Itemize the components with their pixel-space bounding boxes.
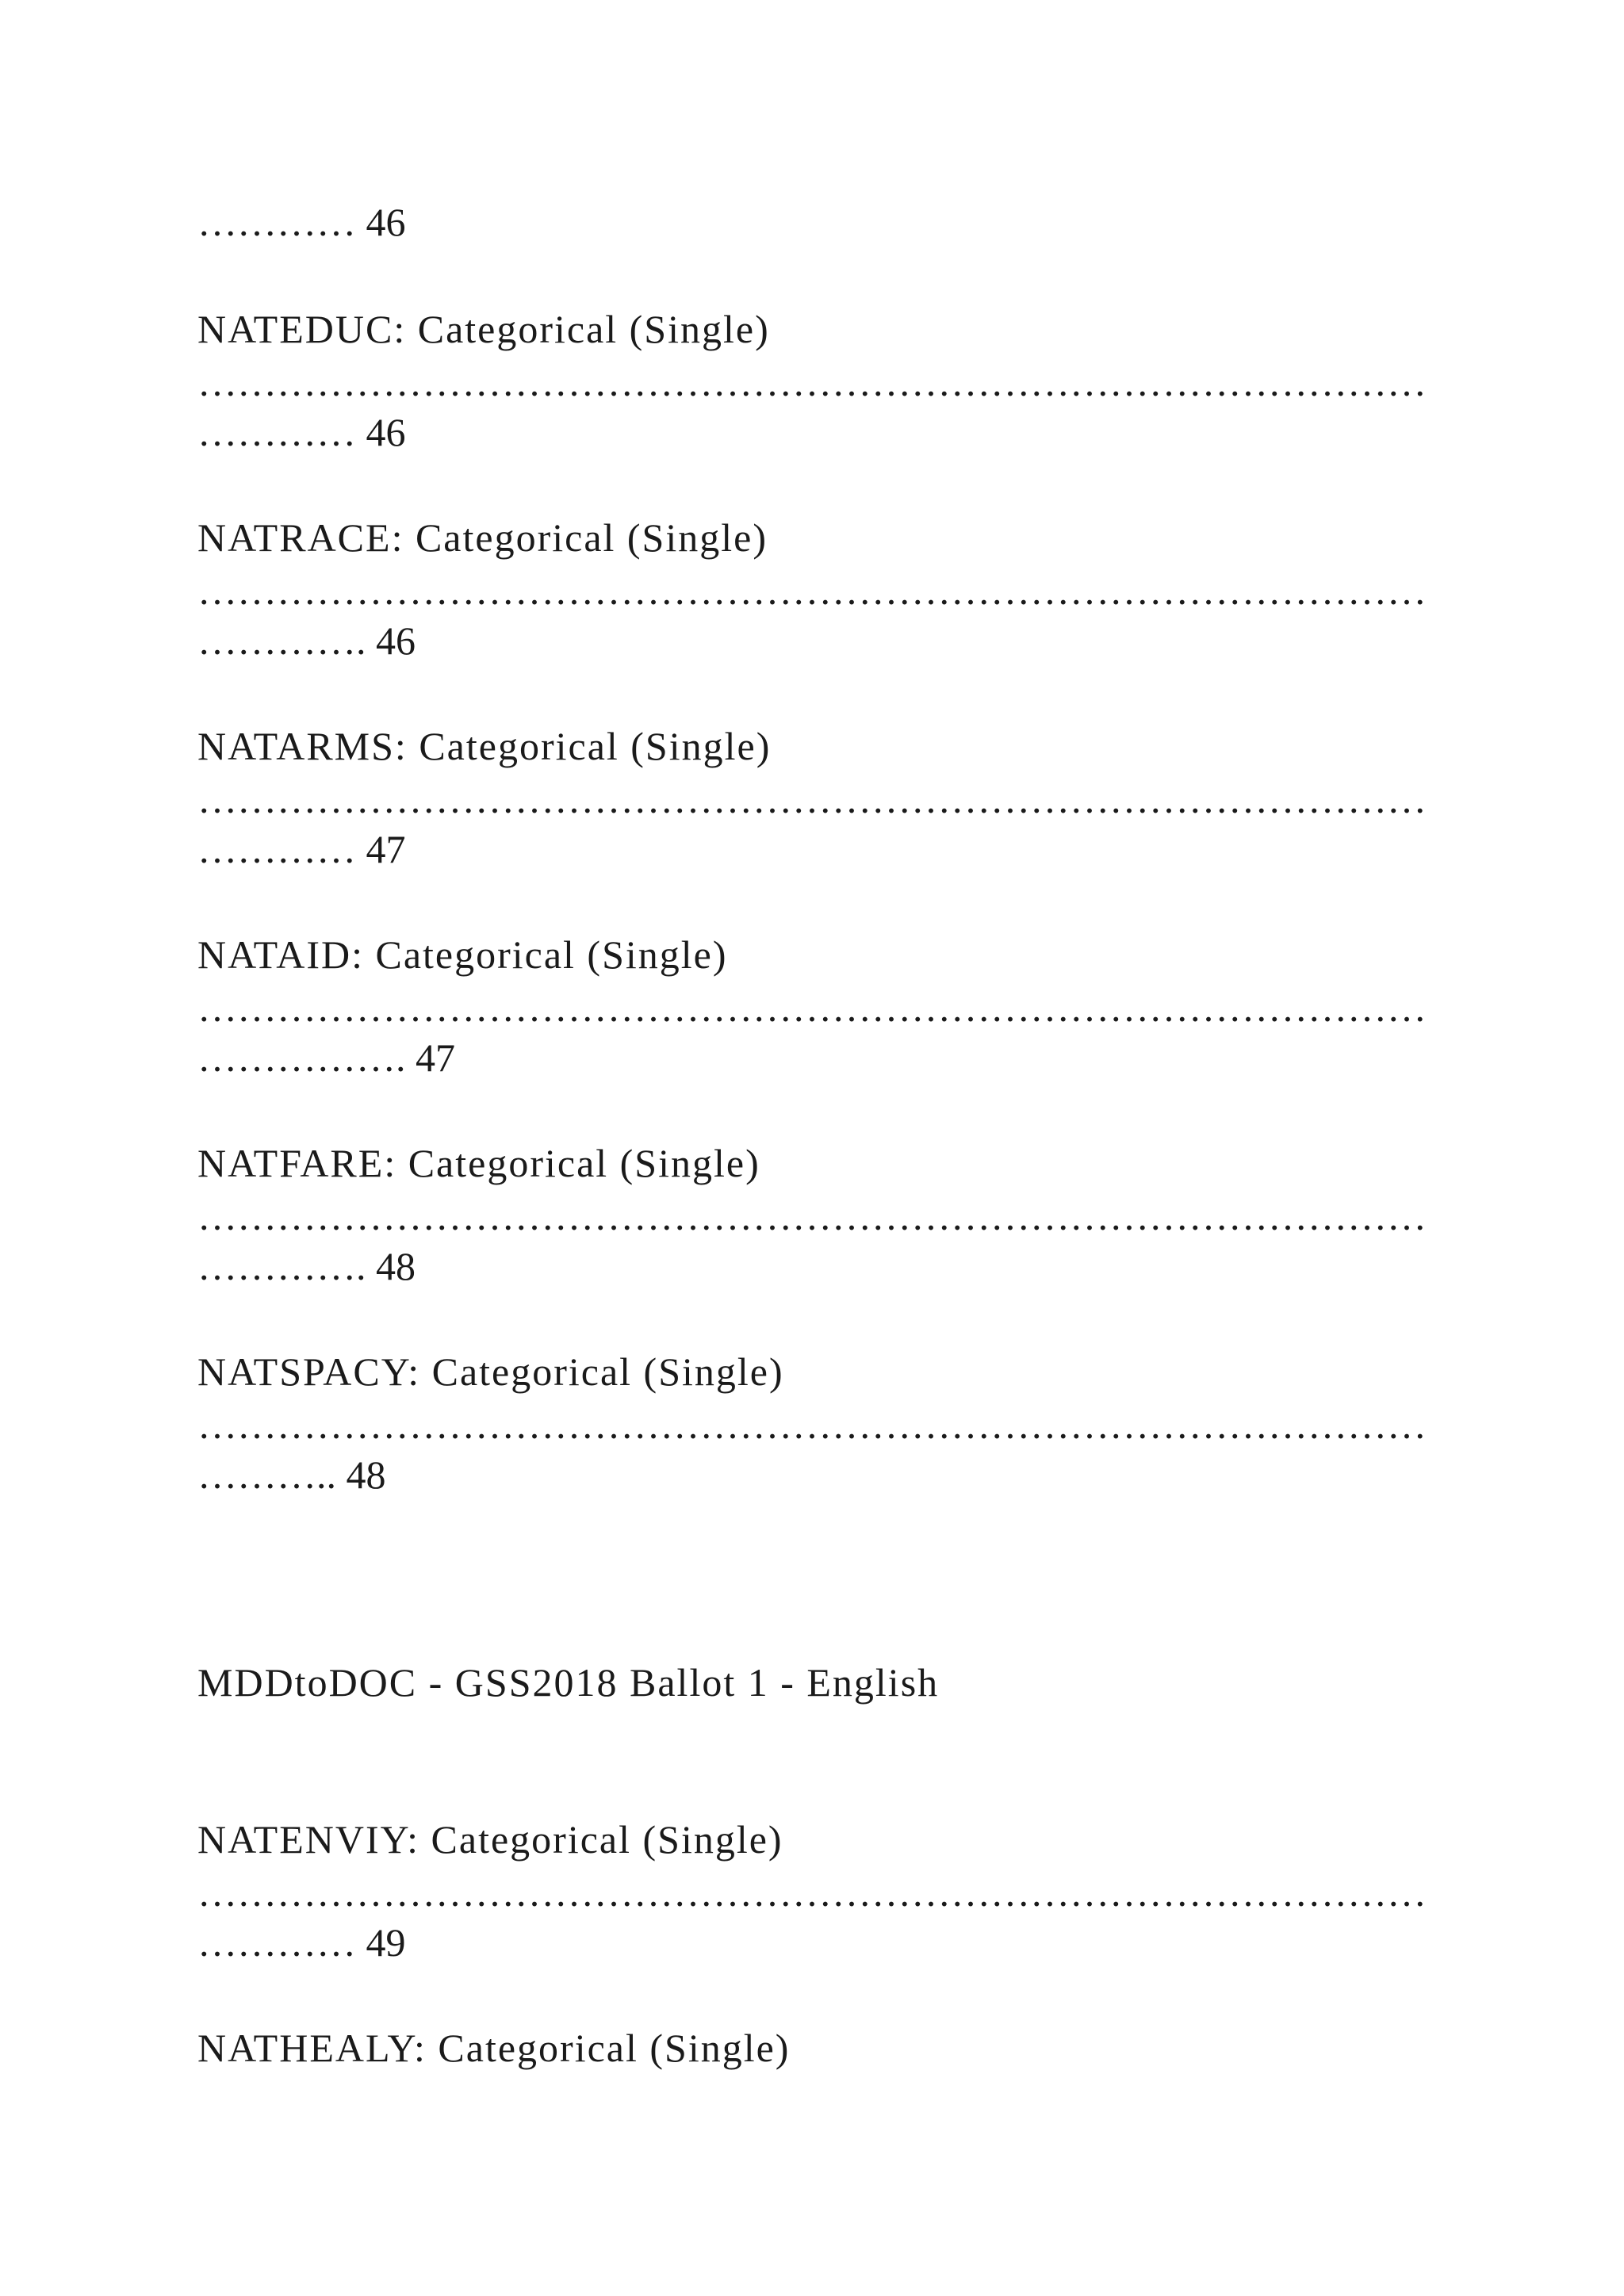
toc-page-ref: ……….. 48 [197, 1452, 386, 1497]
toc-page-ref: …………. 48 [197, 1244, 416, 1288]
toc-entry-nateduc: NATEDUC: Categorical (Single) [197, 307, 770, 351]
toc-entry-natenviy: NATENVIY: Categorical (Single) [197, 1817, 783, 1862]
document-header-text: MDDtoDOC - GSS2018 Ballot 1 - English [197, 1660, 940, 1705]
toc-page-ref: ………… 46 [197, 200, 406, 244]
toc-leader-dots: ………………………………………………………………………………… [197, 360, 1427, 404]
toc-leader-dots: ………………………………………………………………………………… [197, 985, 1427, 1030]
toc-leader-dots: ………………………………………………………………………………… [197, 1870, 1427, 1915]
toc-entry-natarms: NATARMS: Categorical (Single) [197, 724, 772, 768]
toc-entry-natfare: NATFARE: Categorical (Single) [197, 1141, 760, 1185]
toc-leader-dots: ………………………………………………………………………………… [197, 1402, 1427, 1447]
toc-entry-natrace: NATRACE: Categorical (Single) [197, 515, 768, 560]
toc-page-ref: ………… 49 [197, 1920, 406, 1965]
toc-page-ref: ………… 46 [197, 410, 406, 454]
toc-leader-dots: ………………………………………………………………………………… [197, 568, 1427, 613]
toc-page-ref: …………. 46 [197, 618, 416, 663]
toc-page-ref: ……………. 47 [197, 1035, 455, 1080]
toc-entry-nathealy: NATHEALY: Categorical (Single) [197, 2026, 791, 2070]
toc-entry-natspacy: NATSPACY: Categorical (Single) [197, 1349, 784, 1394]
toc-entry-nataid: NATAID: Categorical (Single) [197, 932, 728, 977]
toc-leader-dots: ………………………………………………………………………………… [197, 777, 1427, 821]
toc-page-ref: ………… 47 [197, 827, 406, 871]
toc-leader-dots: ………………………………………………………………………………… [197, 1194, 1427, 1238]
